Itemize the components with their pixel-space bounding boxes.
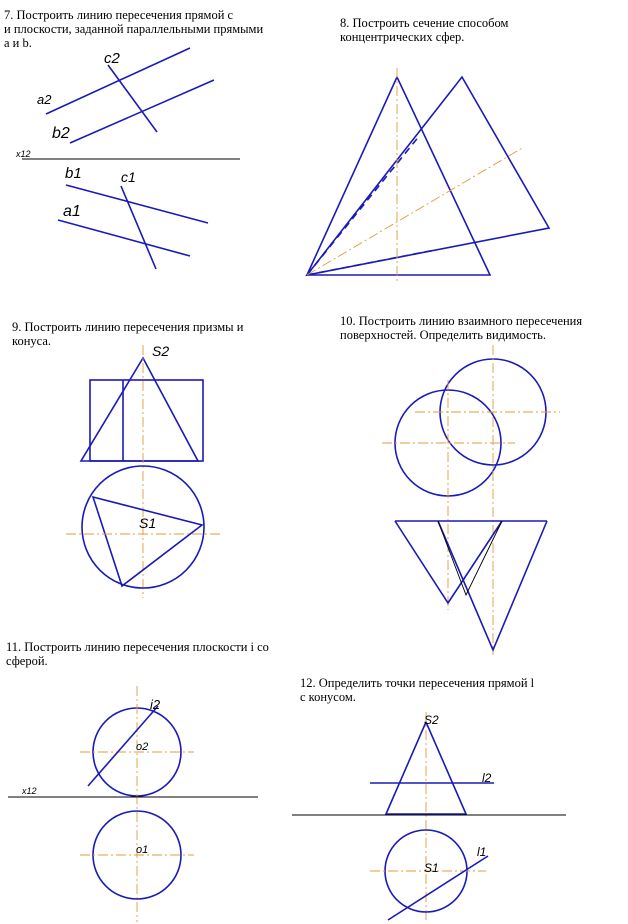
prism-top-triangle [93, 497, 202, 586]
label-c1: c1 [121, 169, 136, 185]
label-s2: S2 [152, 343, 170, 359]
label-o2: o2 [136, 741, 149, 753]
label-a1: a1 [63, 203, 81, 220]
task-8-text: 8. Построить сечение способом концентрических сфер. [340, 16, 509, 44]
task-12-text: 12. Определить точки пересечения прямой l с конусом. [300, 676, 535, 704]
task-8-drawing [307, 68, 549, 282]
label-l1: l1 [477, 845, 487, 859]
label-a2: a2 [37, 92, 52, 107]
label-o1: o1 [136, 844, 149, 856]
inclined-triangle [307, 77, 549, 275]
line-b1 [66, 185, 208, 223]
task-10-text: 10. Построить линию взаимного пересечения поверхностей. Определить видимость. [340, 314, 583, 342]
label-b1: b1 [65, 165, 82, 182]
task-11-drawing [8, 686, 258, 922]
hidden-edge-1 [307, 135, 420, 275]
label-i2: i2 [150, 697, 161, 712]
task-12-drawing [292, 712, 566, 922]
prism-front [90, 380, 203, 461]
line-a1 [58, 220, 190, 256]
label-x12-t11: x12 [22, 786, 37, 796]
label-x12-t7: x12 [16, 149, 31, 159]
label-b2: b2 [52, 125, 70, 142]
axis-inclined [307, 147, 524, 275]
task-7-drawing [15, 48, 240, 269]
cone-front [81, 358, 198, 461]
task-11-text: 11. Построить линию пересечения плоскости i со сферой. [6, 640, 269, 668]
label-c2: c2 [104, 50, 120, 67]
task-10-drawing [382, 345, 560, 655]
task-7-text: 7. Построить линию пересечения прямой с и плоскости, заданной параллельными прямыми a и b. [4, 8, 264, 50]
task-9-text: 9. Построить линию пересечения призмы и конуса. [12, 320, 244, 348]
label-s2: S2 [424, 713, 439, 727]
line-c1 [121, 186, 156, 269]
label-l2: l2 [482, 771, 492, 785]
label-s1: S1 [424, 861, 439, 875]
label-s1: S1 [139, 515, 157, 531]
task-9-drawing [66, 343, 220, 598]
cone-left [395, 521, 502, 603]
